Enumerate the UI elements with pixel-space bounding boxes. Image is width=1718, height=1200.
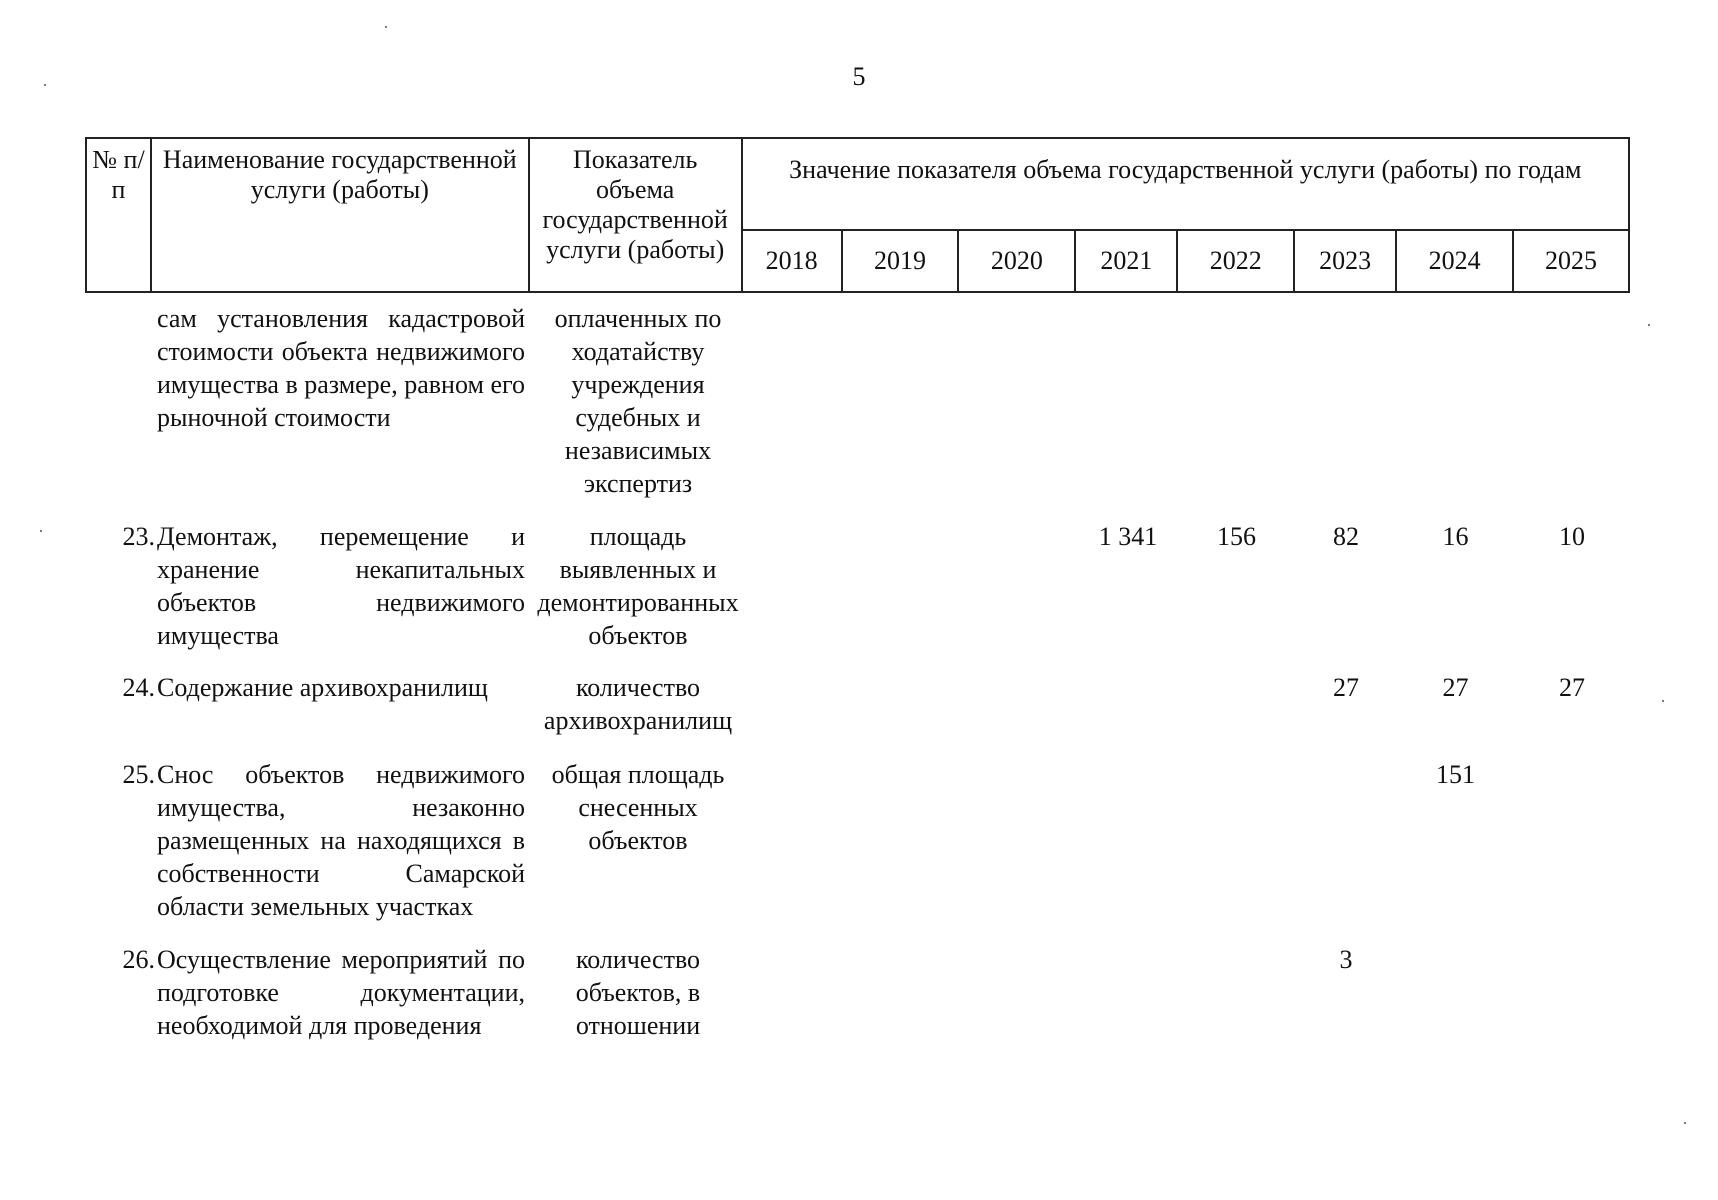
scan-noise — [1684, 1122, 1686, 1124]
row-value-2025: 10 — [1559, 522, 1585, 551]
row-number: 25. — [122, 760, 155, 789]
row-value-2021: 1 341 — [1098, 522, 1158, 551]
row-name: сам установления кадастровой стоимости объекта недвижимого имущества в размере, равном его рыночной стоимости — [157, 304, 525, 432]
row-name: Демонтаж, перемещение и хранение некапитальных объектов недвижимого имущества — [157, 522, 525, 650]
page-number: 5 — [852, 62, 866, 91]
row-value-2024: 27 — [1442, 673, 1469, 702]
row-number: 23. — [122, 522, 155, 551]
row-value-2022: 156 — [1217, 522, 1256, 551]
scan-noise — [1662, 700, 1664, 702]
row-name: Осуществление мероприятий по подготовке документации, необходимой для проведения — [157, 945, 525, 1040]
row-name: Снос объектов недвижимого имущества, незаконно размещенных на находящихся в собственности Самарской области земельных участках — [157, 760, 525, 921]
row-indicator: площадь выявленных и демонтированных объектов — [537, 522, 739, 650]
row-value-2023: 27 — [1333, 673, 1359, 702]
table-header — [85, 137, 1630, 293]
row-number: 26. — [122, 945, 155, 974]
scan-noise — [1648, 324, 1650, 326]
row-value-2023: 82 — [1333, 522, 1359, 551]
row-value-2025: 27 — [1559, 673, 1585, 702]
scan-noise — [385, 26, 387, 28]
header-year: 2022 — [1177, 230, 1294, 292]
header-year: 2023 — [1294, 230, 1396, 292]
header-values: Значение показателя объема государственной услуги (работы) по годам — [742, 138, 1629, 230]
header-year: 2020 — [958, 230, 1075, 292]
header-year: 2019 — [842, 230, 959, 292]
row-indicator: количество архивохранилищ — [543, 673, 733, 735]
header-name: Наименование государственной услуги (работы) — [151, 138, 529, 292]
row-value-2023: 3 — [1339, 945, 1353, 974]
header-year: 2021 — [1075, 230, 1177, 292]
header-year: 2024 — [1396, 230, 1513, 292]
row-indicator: количество объектов, в отношении — [575, 945, 701, 1040]
scan-noise — [44, 84, 46, 86]
scan-noise — [40, 530, 42, 532]
header-year: 2025 — [1513, 230, 1629, 292]
row-number: 24. — [122, 673, 155, 702]
row-value-2024: 151 — [1436, 760, 1475, 789]
row-value-2024: 16 — [1442, 522, 1469, 551]
row-indicator: общая площадь снесенных объектов — [551, 760, 725, 855]
header-num: № п/п — [86, 138, 151, 292]
header-year: 2018 — [742, 230, 842, 292]
header-indicator: Показатель объема государственной услуги (работы) — [529, 138, 742, 292]
row-indicator: оплаченных по ходатайству учреждения судебных и независимых экспертиз — [554, 304, 722, 498]
row-name: Содержание архивохранилищ — [157, 673, 488, 702]
